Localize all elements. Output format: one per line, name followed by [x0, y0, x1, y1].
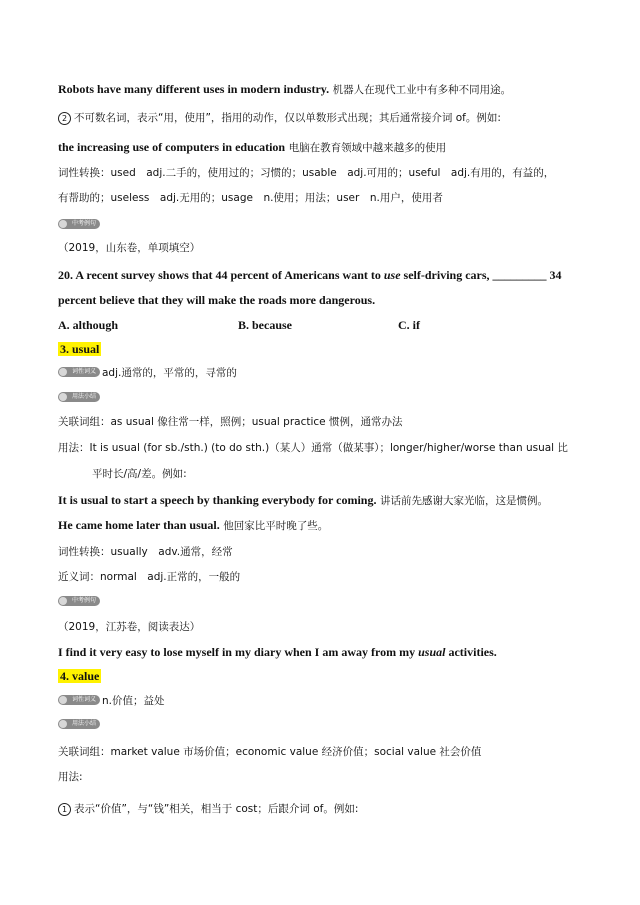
sentence-chinese: 电脑在教育领域中越来越多的使用 — [288, 142, 447, 154]
sentence-text: activities. — [445, 645, 497, 659]
example-sentence — [58, 140, 446, 155]
example-sentence — [58, 82, 511, 97]
usage-line-cont: 平时长/高/差。例如: — [92, 468, 187, 480]
keyword: use — [383, 268, 401, 282]
definition: adj.通常的，平常的，寻常的 — [102, 367, 237, 379]
example-sentence — [58, 518, 328, 533]
circled-number: 1 — [58, 803, 71, 816]
question-text: 20. A recent survey shows that 44 percent of Americans want to — [58, 268, 384, 282]
circled-number: 2 — [58, 112, 71, 125]
usage-point-text: 表示“价值”，与“钱”相关，相当于 cost；后跟介词 of。例如: — [74, 803, 359, 815]
option-c: C. if — [398, 318, 420, 332]
sentence-english: Robots have many different uses in modern industry. — [58, 82, 330, 96]
related-phrases: 关联词组：as usual 像往常一样，照例；usual practice 惯例，通常办法 — [58, 416, 403, 428]
pos-meaning-tag: 词性词义 — [58, 367, 100, 377]
word-conversion: 词性转换：usually adv.通常，经常 — [58, 546, 233, 558]
heading-highlight: 4. value — [60, 669, 100, 683]
definition: n.价值；益处 — [102, 695, 165, 707]
question-text: self-driving cars, _________ 34 — [400, 268, 562, 282]
question-20 — [58, 268, 562, 282]
example-sentence — [58, 493, 548, 508]
source-label: （2019，江苏卷，阅读表达） — [58, 621, 201, 633]
usage-point-text: 不可数名词，表示“用，使用”，指用的动作，仅以单数形式出现；其后通常接介词 of。例如: — [74, 112, 501, 124]
sentence-text: I find it very easy to lose myself in my diary when I am away from my — [58, 645, 419, 659]
exam-example-tag: 中考例句 — [58, 219, 100, 229]
source-label: （2019，山东卷，单项填空） — [58, 242, 201, 254]
usage-summary-tag: 用法小结 — [58, 719, 100, 729]
sentence-english: the increasing use of computers in education — [58, 140, 286, 154]
option-b: B. because — [238, 318, 292, 332]
related-phrases: 关联词组：market value 市场价值；economic value 经济价值；social value 社会价值 — [58, 746, 482, 758]
question-20-cont: percent believe that they will make the roads more dangerous. — [58, 293, 376, 307]
synonyms: 近义词：normal adj.正常的，一般的 — [58, 571, 241, 583]
sentence-chinese: 他回家比平时晚了些。 — [223, 520, 329, 532]
usage-point-2 — [58, 111, 501, 125]
sentence-chinese: 讲话前先感谢大家光临，这是惯例。 — [379, 495, 548, 507]
word-conversion-cont: 有帮助的；useless adj.无用的；usage n.使用；用法；user n.用户，使用者 — [58, 192, 443, 204]
section-heading — [58, 342, 101, 356]
example-sentence — [58, 645, 497, 659]
word-conversion: 词性转换：used adj.二手的，使用过的；习惯的；usable adj.可用的；useful adj.有用的，有益的， — [58, 167, 555, 179]
usage-summary-tag: 用法小结 — [58, 392, 100, 402]
section-heading — [58, 669, 101, 683]
sentence-english: It is usual to start a speech by thanking everybody for coming. — [58, 493, 377, 507]
usage-label: 用法: — [58, 771, 83, 783]
heading-highlight: 3. usual — [60, 342, 100, 356]
usage-line: 用法：It is usual (for sb./sth.) (to do sth.)（某人）通常（做某事）；longer/higher/worse than usual 比 — [58, 442, 568, 454]
option-a: A. although — [58, 318, 119, 332]
pos-meaning-tag: 词性词义 — [58, 695, 100, 705]
sentence-english: He came home later than usual. — [58, 518, 220, 532]
sentence-chinese: 机器人在现代工业中有多种不同用途。 — [332, 84, 512, 96]
keyword: usual — [418, 645, 446, 659]
usage-point-1 — [58, 802, 358, 816]
exam-example-tag: 中考例句 — [58, 596, 100, 606]
